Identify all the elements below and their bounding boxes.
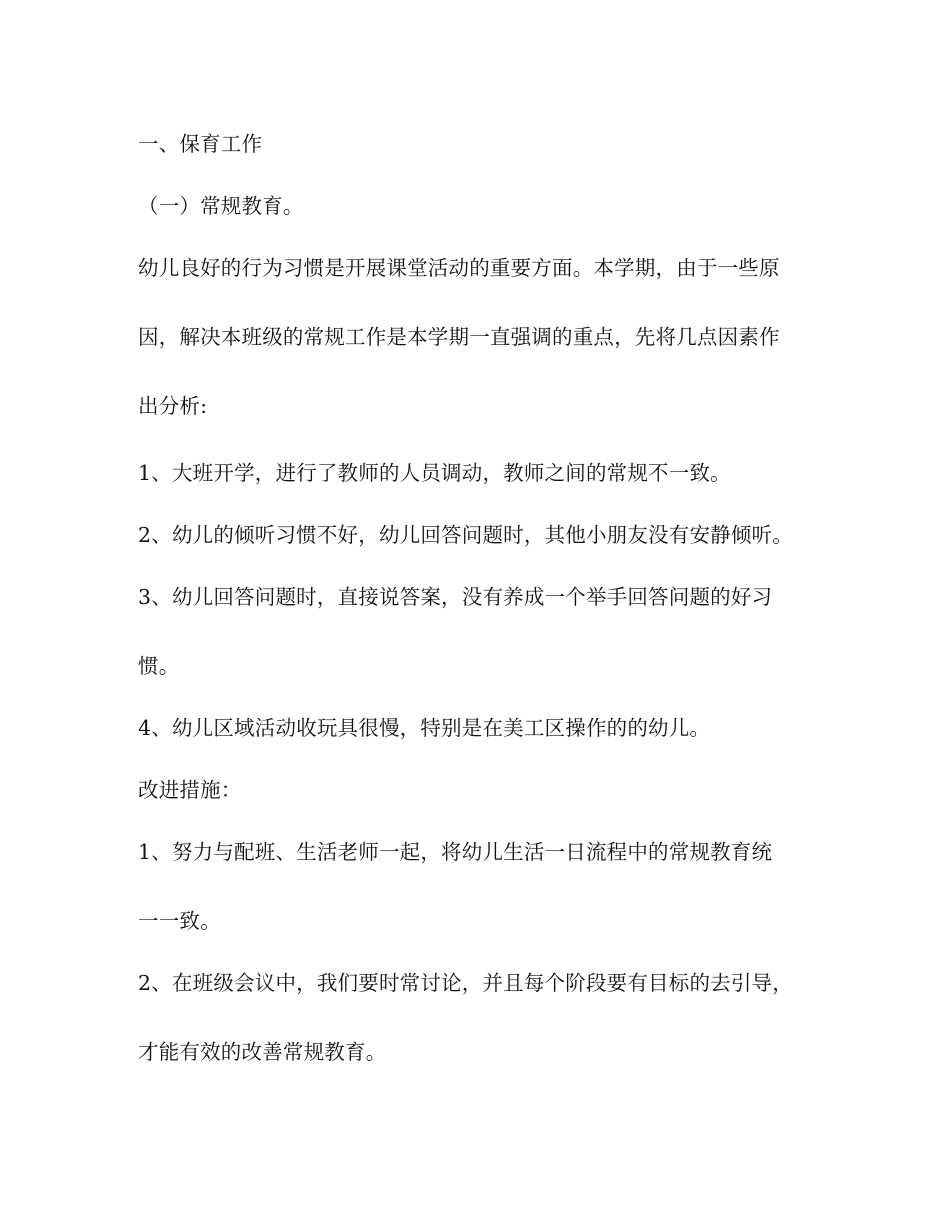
list-item: 2、幼儿的倾听习惯不好，幼儿回答问题时，其他小朋友没有安静倾听。: [138, 523, 793, 547]
list-item: 2、在班级会议中，我们要时常讨论，并且每个阶段要有目标的去引导，: [138, 971, 793, 995]
list-item-continuation: 才能有效的改善常规教育。: [138, 1040, 387, 1064]
list-item: 1、努力与配班、生活老师一起，将幼儿生活一日流程中的常规教育统: [138, 840, 773, 864]
paragraph-line: 因，解决本班级的常规工作是本学期一直强调的重点，先将几点因素作: [138, 325, 780, 349]
list-item-continuation: 惯。: [138, 654, 180, 678]
list-item-continuation: 一一致。: [138, 909, 221, 933]
paragraph-line: 幼儿良好的行为习惯是开展课堂活动的重要方面。本学期，由于一些原: [138, 256, 780, 280]
subsection-heading: （一）常规教育。: [138, 194, 304, 218]
list-item: 3、幼儿回答问题时，直接说答案，没有养成一个举手回答问题的好习: [138, 585, 773, 609]
list-item: 1、大班开学，进行了教师的人员调动，教师之间的常规不一致。: [138, 461, 731, 485]
measures-heading: 改进措施：: [138, 778, 242, 802]
list-item: 4、幼儿区域活动收玩具很慢，特别是在美工区操作的的幼儿。: [138, 716, 711, 740]
section-heading: 一、保育工作: [138, 132, 263, 156]
paragraph-line: 出分析:: [138, 394, 208, 418]
